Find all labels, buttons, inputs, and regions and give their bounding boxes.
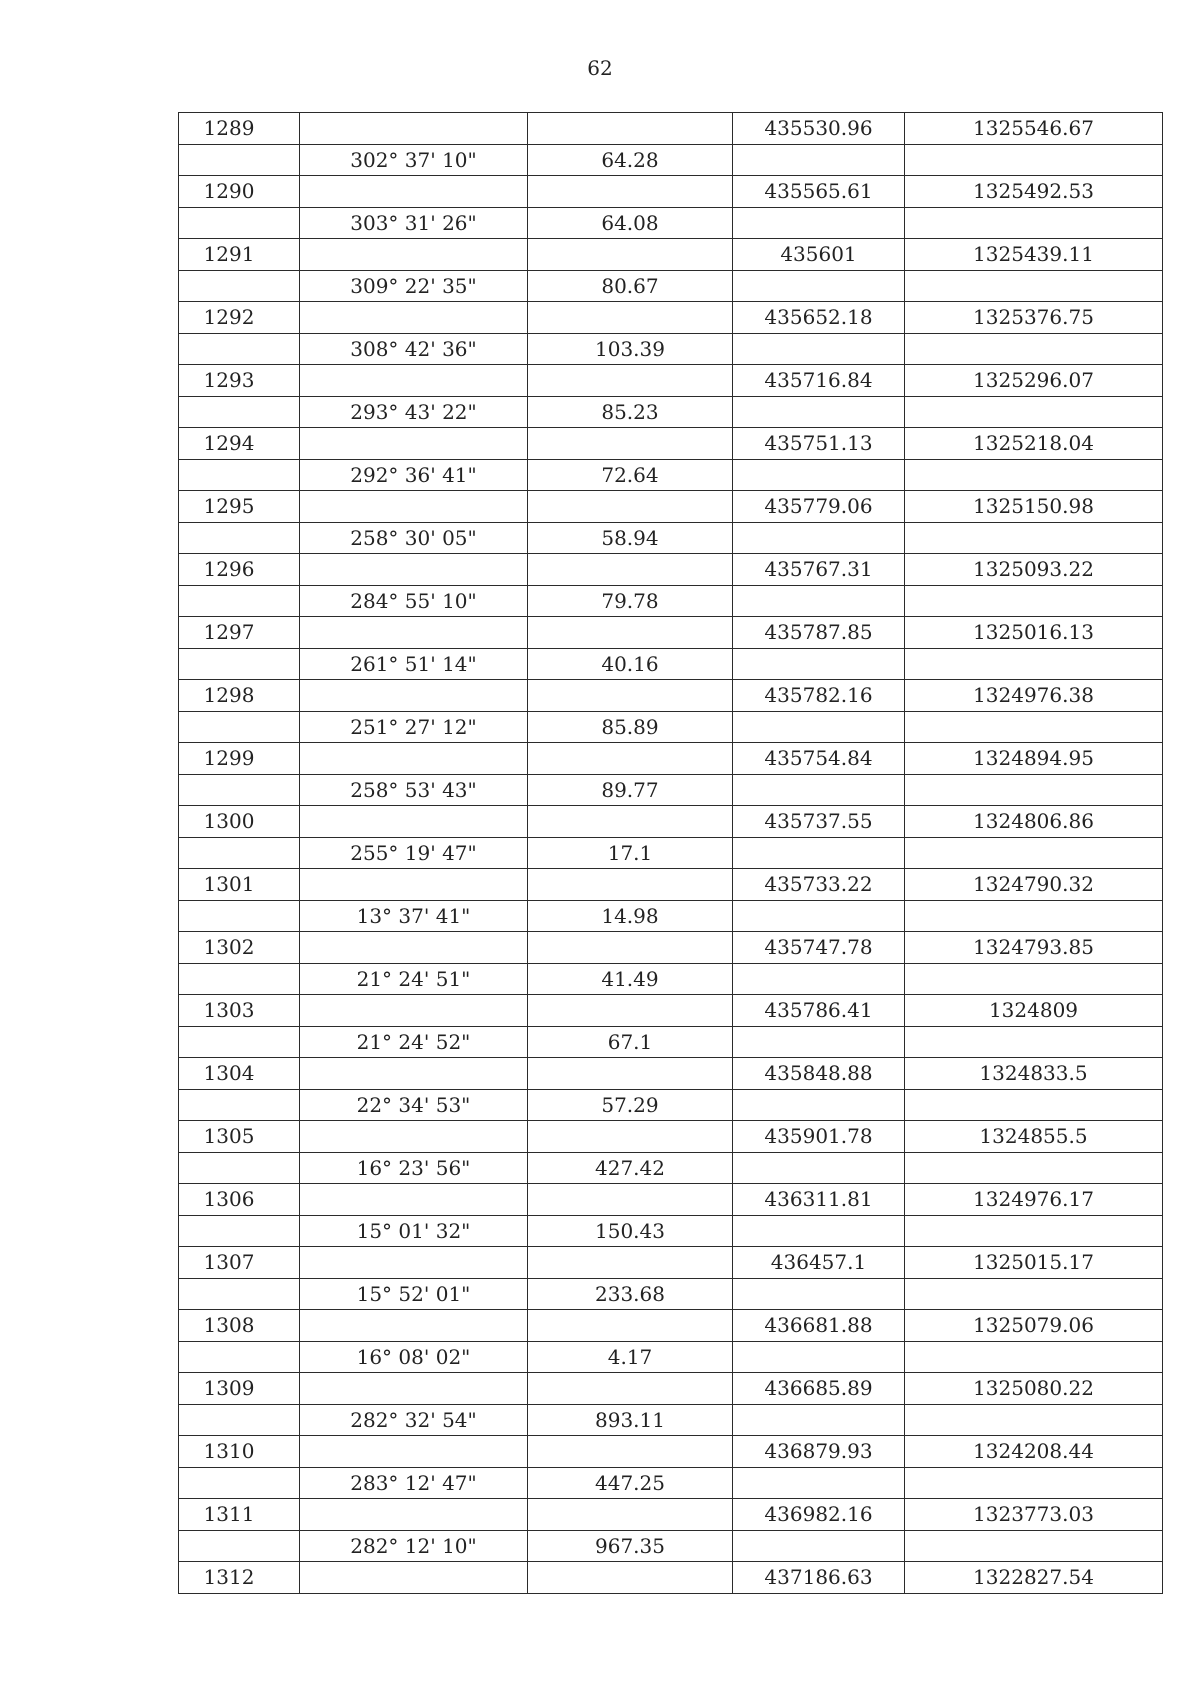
empty-northing-cell [733, 1278, 905, 1310]
empty-northing-cell [733, 648, 905, 680]
bearing-cell: 13° 37' 41" [300, 900, 528, 932]
station-row [179, 1562, 1163, 1594]
northing-cell: 435737.55 [733, 806, 905, 838]
survey-table-body [179, 113, 1163, 1594]
empty-station-cell [179, 1026, 300, 1058]
empty-distance-cell [528, 176, 733, 208]
empty-easting-cell [905, 585, 1163, 617]
leg-row [179, 648, 1163, 680]
empty-station-cell [179, 207, 300, 239]
northing-cell: 435530.96 [733, 113, 905, 145]
easting-cell: 1324976.17 [905, 1184, 1163, 1216]
easting-cell: 1325015.17 [905, 1247, 1163, 1279]
easting-cell: 1325546.67 [905, 113, 1163, 145]
empty-northing-cell [733, 207, 905, 239]
station-row [179, 1058, 1163, 1090]
empty-easting-cell [905, 1341, 1163, 1373]
station-id-cell: 1310 [179, 1436, 300, 1468]
easting-cell: 1325218.04 [905, 428, 1163, 460]
empty-easting-cell [905, 774, 1163, 806]
empty-northing-cell [733, 1215, 905, 1247]
station-id-cell: 1295 [179, 491, 300, 523]
easting-cell: 1324790.32 [905, 869, 1163, 901]
empty-bearing-cell [300, 680, 528, 712]
leg-row [179, 963, 1163, 995]
station-row [179, 365, 1163, 397]
station-row [179, 1247, 1163, 1279]
northing-cell: 435747.78 [733, 932, 905, 964]
leg-row [179, 144, 1163, 176]
distance-cell: 85.23 [528, 396, 733, 428]
station-id-cell: 1306 [179, 1184, 300, 1216]
easting-cell: 1322827.54 [905, 1562, 1163, 1594]
empty-northing-cell [733, 522, 905, 554]
empty-northing-cell [733, 837, 905, 869]
distance-cell: 967.35 [528, 1530, 733, 1562]
empty-easting-cell [905, 1152, 1163, 1184]
empty-easting-cell [905, 1278, 1163, 1310]
station-id-cell: 1304 [179, 1058, 300, 1090]
station-row [179, 743, 1163, 775]
station-id-cell: 1311 [179, 1499, 300, 1531]
empty-station-cell [179, 522, 300, 554]
bearing-cell: 303° 31' 26" [300, 207, 528, 239]
station-id-cell: 1312 [179, 1562, 300, 1594]
empty-bearing-cell [300, 1121, 528, 1153]
leg-row [179, 270, 1163, 302]
empty-bearing-cell [300, 176, 528, 208]
empty-station-cell [179, 396, 300, 428]
empty-distance-cell [528, 806, 733, 838]
empty-distance-cell [528, 554, 733, 586]
empty-bearing-cell [300, 995, 528, 1027]
empty-easting-cell [905, 837, 1163, 869]
northing-cell: 435787.85 [733, 617, 905, 649]
station-row [179, 302, 1163, 334]
empty-easting-cell [905, 270, 1163, 302]
easting-cell: 1325080.22 [905, 1373, 1163, 1405]
empty-station-cell [179, 711, 300, 743]
empty-easting-cell [905, 1404, 1163, 1436]
empty-bearing-cell [300, 1184, 528, 1216]
bearing-cell: 21° 24' 52" [300, 1026, 528, 1058]
empty-station-cell [179, 1089, 300, 1121]
empty-easting-cell [905, 648, 1163, 680]
northing-cell: 436879.93 [733, 1436, 905, 1468]
distance-cell: 67.1 [528, 1026, 733, 1058]
empty-distance-cell [528, 1562, 733, 1594]
empty-station-cell [179, 270, 300, 302]
empty-bearing-cell [300, 806, 528, 838]
empty-easting-cell [905, 1530, 1163, 1562]
empty-distance-cell [528, 1121, 733, 1153]
bearing-cell: 292° 36' 41" [300, 459, 528, 491]
distance-cell: 85.89 [528, 711, 733, 743]
empty-northing-cell [733, 270, 905, 302]
leg-row [179, 1530, 1163, 1562]
bearing-cell: 15° 01' 32" [300, 1215, 528, 1247]
empty-station-cell [179, 1530, 300, 1562]
distance-cell: 17.1 [528, 837, 733, 869]
empty-northing-cell [733, 1341, 905, 1373]
easting-cell: 1325296.07 [905, 365, 1163, 397]
leg-row [179, 207, 1163, 239]
empty-bearing-cell [300, 428, 528, 460]
northing-cell: 437186.63 [733, 1562, 905, 1594]
station-id-cell: 1309 [179, 1373, 300, 1405]
station-row [179, 491, 1163, 523]
empty-easting-cell [905, 459, 1163, 491]
station-row [179, 176, 1163, 208]
easting-cell: 1325492.53 [905, 176, 1163, 208]
distance-cell: 64.08 [528, 207, 733, 239]
empty-station-cell [179, 774, 300, 806]
station-row [179, 554, 1163, 586]
northing-cell: 435754.84 [733, 743, 905, 775]
easting-cell: 1325079.06 [905, 1310, 1163, 1342]
empty-easting-cell [905, 1026, 1163, 1058]
station-row [179, 1499, 1163, 1531]
leg-row [179, 1215, 1163, 1247]
empty-bearing-cell [300, 869, 528, 901]
bearing-cell: 16° 23' 56" [300, 1152, 528, 1184]
empty-easting-cell [905, 1089, 1163, 1121]
empty-bearing-cell [300, 1562, 528, 1594]
station-row [179, 1121, 1163, 1153]
empty-station-cell [179, 963, 300, 995]
easting-cell: 1325376.75 [905, 302, 1163, 334]
empty-distance-cell [528, 1247, 733, 1279]
distance-cell: 150.43 [528, 1215, 733, 1247]
station-id-cell: 1296 [179, 554, 300, 586]
distance-cell: 447.25 [528, 1467, 733, 1499]
station-row [179, 932, 1163, 964]
bearing-cell: 308° 42' 36" [300, 333, 528, 365]
station-id-cell: 1300 [179, 806, 300, 838]
empty-northing-cell [733, 900, 905, 932]
distance-cell: 64.28 [528, 144, 733, 176]
empty-northing-cell [733, 1152, 905, 1184]
empty-northing-cell [733, 333, 905, 365]
empty-station-cell [179, 1215, 300, 1247]
empty-northing-cell [733, 1530, 905, 1562]
empty-easting-cell [905, 900, 1163, 932]
easting-cell: 1324976.38 [905, 680, 1163, 712]
empty-station-cell [179, 459, 300, 491]
empty-distance-cell [528, 1310, 733, 1342]
empty-distance-cell [528, 743, 733, 775]
station-row [179, 806, 1163, 838]
distance-cell: 233.68 [528, 1278, 733, 1310]
empty-easting-cell [905, 1467, 1163, 1499]
easting-cell: 1325016.13 [905, 617, 1163, 649]
leg-row [179, 333, 1163, 365]
empty-easting-cell [905, 1215, 1163, 1247]
empty-northing-cell [733, 711, 905, 743]
leg-row [179, 1341, 1163, 1373]
empty-northing-cell [733, 774, 905, 806]
northing-cell: 435652.18 [733, 302, 905, 334]
bearing-cell: 284° 55' 10" [300, 585, 528, 617]
easting-cell: 1324855.5 [905, 1121, 1163, 1153]
empty-bearing-cell [300, 1436, 528, 1468]
empty-distance-cell [528, 1499, 733, 1531]
northing-cell: 436982.16 [733, 1499, 905, 1531]
station-id-cell: 1289 [179, 113, 300, 145]
empty-station-cell [179, 648, 300, 680]
bearing-cell: 283° 12' 47" [300, 1467, 528, 1499]
distance-cell: 58.94 [528, 522, 733, 554]
empty-easting-cell [905, 522, 1163, 554]
station-id-cell: 1303 [179, 995, 300, 1027]
station-row [179, 428, 1163, 460]
leg-row [179, 1278, 1163, 1310]
empty-bearing-cell [300, 113, 528, 145]
bearing-cell: 302° 37' 10" [300, 144, 528, 176]
northing-cell: 436685.89 [733, 1373, 905, 1405]
northing-cell: 436311.81 [733, 1184, 905, 1216]
distance-cell: 79.78 [528, 585, 733, 617]
station-id-cell: 1294 [179, 428, 300, 460]
empty-distance-cell [528, 491, 733, 523]
empty-bearing-cell [300, 554, 528, 586]
station-row [179, 1184, 1163, 1216]
easting-cell: 1324894.95 [905, 743, 1163, 775]
empty-bearing-cell [300, 365, 528, 397]
station-id-cell: 1302 [179, 932, 300, 964]
leg-row [179, 774, 1163, 806]
easting-cell: 1324833.5 [905, 1058, 1163, 1090]
empty-bearing-cell [300, 1373, 528, 1405]
empty-northing-cell [733, 459, 905, 491]
station-id-cell: 1308 [179, 1310, 300, 1342]
empty-distance-cell [528, 365, 733, 397]
empty-easting-cell [905, 711, 1163, 743]
empty-distance-cell [528, 428, 733, 460]
northing-cell: 436681.88 [733, 1310, 905, 1342]
station-row [179, 1373, 1163, 1405]
station-id-cell: 1301 [179, 869, 300, 901]
easting-cell: 1325150.98 [905, 491, 1163, 523]
empty-northing-cell [733, 1026, 905, 1058]
empty-distance-cell [528, 1436, 733, 1468]
station-id-cell: 1292 [179, 302, 300, 334]
leg-row [179, 837, 1163, 869]
leg-row [179, 459, 1163, 491]
empty-distance-cell [528, 995, 733, 1027]
leg-row [179, 711, 1163, 743]
empty-distance-cell [528, 932, 733, 964]
empty-bearing-cell [300, 491, 528, 523]
empty-station-cell [179, 837, 300, 869]
empty-northing-cell [733, 1089, 905, 1121]
empty-easting-cell [905, 963, 1163, 995]
empty-station-cell [179, 1467, 300, 1499]
empty-easting-cell [905, 396, 1163, 428]
empty-northing-cell [733, 963, 905, 995]
leg-row [179, 396, 1163, 428]
northing-cell: 435751.13 [733, 428, 905, 460]
station-id-cell: 1291 [179, 239, 300, 271]
northing-cell: 435901.78 [733, 1121, 905, 1153]
page-number: 62 [587, 56, 613, 80]
station-row [179, 1310, 1163, 1342]
station-row [179, 869, 1163, 901]
station-row [179, 995, 1163, 1027]
easting-cell: 1323773.03 [905, 1499, 1163, 1531]
leg-row [179, 1467, 1163, 1499]
bearing-cell: 293° 43' 22" [300, 396, 528, 428]
northing-cell: 436457.1 [733, 1247, 905, 1279]
empty-easting-cell [905, 144, 1163, 176]
station-row [179, 680, 1163, 712]
empty-bearing-cell [300, 617, 528, 649]
station-id-cell: 1290 [179, 176, 300, 208]
bearing-cell: 258° 53' 43" [300, 774, 528, 806]
empty-station-cell [179, 144, 300, 176]
bearing-cell: 282° 32' 54" [300, 1404, 528, 1436]
easting-cell: 1325439.11 [905, 239, 1163, 271]
easting-cell: 1324809 [905, 995, 1163, 1027]
empty-station-cell [179, 585, 300, 617]
distance-cell: 4.17 [528, 1341, 733, 1373]
easting-cell: 1325093.22 [905, 554, 1163, 586]
empty-station-cell [179, 1404, 300, 1436]
empty-northing-cell [733, 1404, 905, 1436]
bearing-cell: 16° 08' 02" [300, 1341, 528, 1373]
leg-row [179, 1026, 1163, 1058]
empty-bearing-cell [300, 1058, 528, 1090]
station-row [179, 1436, 1163, 1468]
bearing-cell: 258° 30' 05" [300, 522, 528, 554]
bearing-cell: 255° 19' 47" [300, 837, 528, 869]
easting-cell: 1324793.85 [905, 932, 1163, 964]
easting-cell: 1324208.44 [905, 1436, 1163, 1468]
station-row [179, 113, 1163, 145]
empty-distance-cell [528, 617, 733, 649]
distance-cell: 14.98 [528, 900, 733, 932]
leg-row [179, 522, 1163, 554]
northing-cell: 435733.22 [733, 869, 905, 901]
empty-easting-cell [905, 207, 1163, 239]
empty-distance-cell [528, 1184, 733, 1216]
distance-cell: 40.16 [528, 648, 733, 680]
distance-cell: 41.49 [528, 963, 733, 995]
distance-cell: 893.11 [528, 1404, 733, 1436]
empty-easting-cell [905, 333, 1163, 365]
empty-distance-cell [528, 680, 733, 712]
empty-station-cell [179, 1278, 300, 1310]
empty-bearing-cell [300, 1499, 528, 1531]
station-row [179, 239, 1163, 271]
bearing-cell: 22° 34' 53" [300, 1089, 528, 1121]
station-id-cell: 1293 [179, 365, 300, 397]
empty-distance-cell [528, 1373, 733, 1405]
easting-cell: 1324806.86 [905, 806, 1163, 838]
bearing-cell: 309° 22' 35" [300, 270, 528, 302]
empty-distance-cell [528, 113, 733, 145]
leg-row [179, 1404, 1163, 1436]
distance-cell: 57.29 [528, 1089, 733, 1121]
northing-cell: 435786.41 [733, 995, 905, 1027]
station-row [179, 617, 1163, 649]
empty-distance-cell [528, 1058, 733, 1090]
distance-cell: 80.67 [528, 270, 733, 302]
empty-northing-cell [733, 585, 905, 617]
empty-distance-cell [528, 869, 733, 901]
empty-bearing-cell [300, 1310, 528, 1342]
survey-table [178, 112, 1163, 1594]
empty-station-cell [179, 1152, 300, 1184]
bearing-cell: 282° 12' 10" [300, 1530, 528, 1562]
bearing-cell: 21° 24' 51" [300, 963, 528, 995]
station-id-cell: 1299 [179, 743, 300, 775]
station-id-cell: 1298 [179, 680, 300, 712]
northing-cell: 435767.31 [733, 554, 905, 586]
station-id-cell: 1305 [179, 1121, 300, 1153]
northing-cell: 435779.06 [733, 491, 905, 523]
empty-northing-cell [733, 1467, 905, 1499]
empty-station-cell [179, 900, 300, 932]
leg-row [179, 900, 1163, 932]
empty-bearing-cell [300, 932, 528, 964]
bearing-cell: 15° 52' 01" [300, 1278, 528, 1310]
northing-cell: 435848.88 [733, 1058, 905, 1090]
empty-station-cell [179, 333, 300, 365]
leg-row [179, 1152, 1163, 1184]
northing-cell: 435716.84 [733, 365, 905, 397]
leg-row [179, 1089, 1163, 1121]
empty-northing-cell [733, 396, 905, 428]
empty-distance-cell [528, 239, 733, 271]
empty-bearing-cell [300, 239, 528, 271]
northing-cell: 435565.61 [733, 176, 905, 208]
empty-bearing-cell [300, 1247, 528, 1279]
empty-bearing-cell [300, 302, 528, 334]
distance-cell: 427.42 [528, 1152, 733, 1184]
empty-bearing-cell [300, 743, 528, 775]
leg-row [179, 585, 1163, 617]
empty-station-cell [179, 1341, 300, 1373]
station-id-cell: 1307 [179, 1247, 300, 1279]
station-id-cell: 1297 [179, 617, 300, 649]
bearing-cell: 261° 51' 14" [300, 648, 528, 680]
distance-cell: 103.39 [528, 333, 733, 365]
bearing-cell: 251° 27' 12" [300, 711, 528, 743]
northing-cell: 435601 [733, 239, 905, 271]
empty-distance-cell [528, 302, 733, 334]
northing-cell: 435782.16 [733, 680, 905, 712]
distance-cell: 89.77 [528, 774, 733, 806]
empty-northing-cell [733, 144, 905, 176]
distance-cell: 72.64 [528, 459, 733, 491]
